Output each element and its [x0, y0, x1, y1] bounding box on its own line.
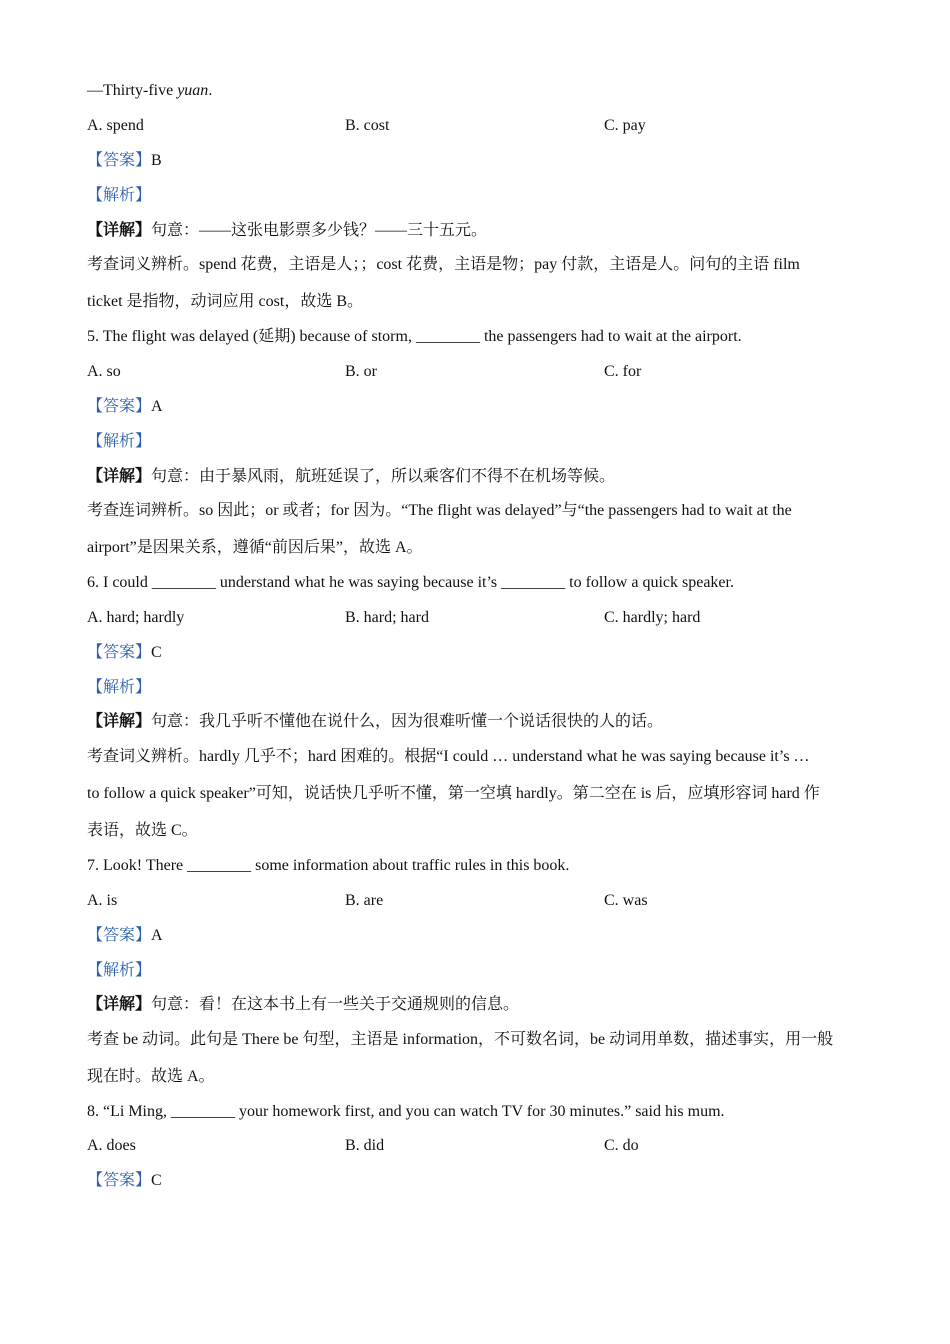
option-a: A. does: [87, 1137, 136, 1154]
answer-label: 【答案】: [87, 1172, 152, 1189]
stem-part: the passengers had to wait at the airport.: [479, 328, 742, 345]
answer-line: [87, 81, 212, 101]
detail-row: [87, 995, 519, 1015]
option-b: B. did: [345, 1137, 385, 1154]
answer-label: 【答案】: [87, 927, 152, 944]
answer-text-italic: yuan: [177, 82, 209, 99]
answer-text: —Thirty-five: [87, 82, 178, 99]
question-stem: 7. Look! There ________ some information about traffic rules in this book.: [87, 857, 570, 874]
option-a: A. spend: [87, 117, 144, 134]
stem-blank: ________: [415, 328, 480, 345]
analysis-label: 【解析】: [87, 187, 152, 204]
option-a: A. is: [87, 892, 118, 909]
option-a: A. so: [87, 363, 121, 380]
answer-label: 【答案】: [87, 152, 152, 169]
detail-row: [87, 467, 615, 487]
analysis-label: 【解析】: [87, 433, 152, 450]
explain-line: 现在时。故选 A。: [87, 1068, 215, 1085]
detail-text: 句意：看！在这本书上有一些关于交通规则的信息。: [151, 996, 520, 1013]
answer-value: A: [151, 927, 163, 944]
explain-line: 考查连词辨析。so 因此；or 或者；for 因为。“The flight was delayed”与“the passengers had to wait at the: [87, 502, 792, 519]
option-a: A. hard; hardly: [87, 609, 185, 626]
detail-text: 句意：由于暴风雨，航班延误了，所以乘客们不得不在机场等候。: [151, 468, 616, 485]
answer-value: C: [151, 1172, 162, 1189]
detail-label: 【详解】: [87, 222, 152, 239]
answer-value: C: [151, 644, 162, 661]
detail-label: 【详解】: [87, 996, 152, 1013]
detail-text: 句意：我几乎听不懂他在说什么，因为很难听懂一个说话很快的人的话。: [151, 713, 664, 730]
detail-label: 【详解】: [87, 713, 152, 730]
option-b: B. cost: [345, 117, 390, 134]
answer-row: [87, 1171, 162, 1191]
question-stem: 8. “Li Ming, ________ your homework first, and you can watch TV for 30 minutes.” said his mum.: [87, 1103, 725, 1120]
stem-part: 5. The flight was delayed (延期) because of storm,: [87, 328, 416, 345]
option-c: C. do: [604, 1137, 639, 1154]
answer-row: [87, 643, 162, 663]
explain-line: 考查 be 动词。此句是 There be 句型，主语是 information，不可数名词，be 动词用单数，描述事实，用一般: [87, 1031, 834, 1048]
explain-line: airport”是因果关系，遵循“前因后果”，故选 A。: [87, 539, 423, 556]
option-c: C. for: [604, 363, 642, 380]
detail-row: [87, 221, 487, 241]
detail-row: [87, 712, 663, 732]
answer-value: B: [151, 152, 162, 169]
explain-line: 表语，故选 C。: [87, 822, 198, 839]
detail-text: 句意：——这张电影票多少钱？——三十五元。: [151, 222, 488, 239]
option-b: B. are: [345, 892, 384, 909]
answer-row: [87, 151, 162, 171]
option-b: B. or: [345, 363, 377, 380]
explain-line: ticket 是指物，动词应用 cost，故选 B。: [87, 293, 363, 310]
question-stem: [87, 327, 742, 347]
option-c: C. was: [604, 892, 648, 909]
analysis-label: 【解析】: [87, 962, 152, 979]
option-b: B. hard; hard: [345, 609, 429, 626]
analysis-label: 【解析】: [87, 679, 152, 696]
answer-value: A: [151, 398, 163, 415]
answer-row: [87, 926, 163, 946]
explain-line: 考查词义辨析。hardly 几乎不；hard 困难的。根据“I could … understand what he was saying because it’s …: [87, 748, 810, 765]
answer-text-end: .: [208, 82, 213, 99]
explain-line: to follow a quick speaker”可知，说话快几乎听不懂，第一空填 hardly。第二空在 is 后，应填形容词 hard 作: [87, 785, 820, 802]
answer-label: 【答案】: [87, 398, 152, 415]
answer-label: 【答案】: [87, 644, 152, 661]
explain-line: 考查词义辨析。spend 花费，主语是人；；cost 花费，主语是物；pay 付款，主语是人。问句的主语 film: [87, 256, 800, 273]
detail-label: 【详解】: [87, 468, 152, 485]
option-c: C. hardly; hard: [604, 609, 701, 626]
answer-row: [87, 397, 163, 417]
question-stem: 6. I could ________ understand what he was saying because it’s ________ to follow a quick speaker.: [87, 574, 734, 591]
option-c: C. pay: [604, 117, 646, 134]
